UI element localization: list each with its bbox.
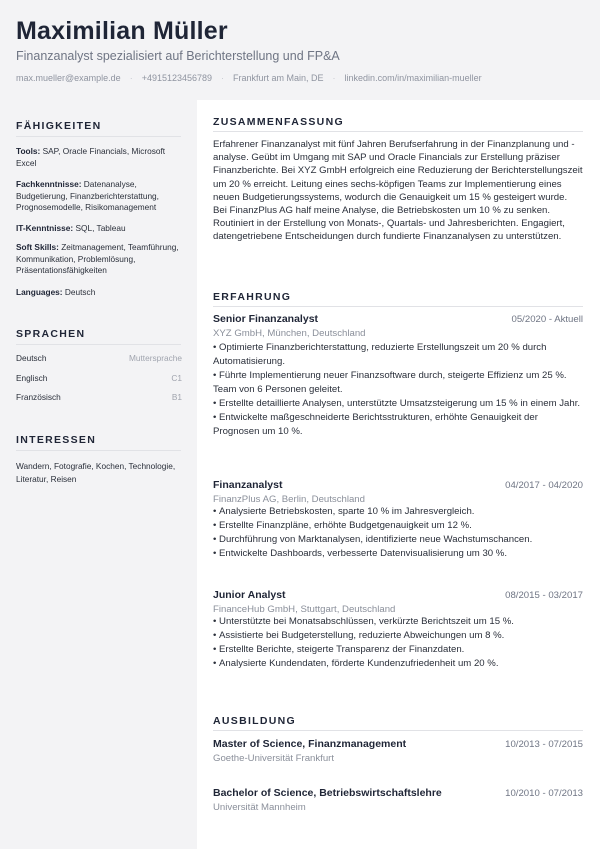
summary-text: Erfahrener Finanzanalyst mit fünf Jahren Berufserfahrung in der Finanzplanung und -analyse. Geübt im Umgang mit SAP und Oracle Financials zur Erstellung präziser Finanzberichte. Bei XYZ GmbH erfolgreich eine Reduzierung der Berichterstellungszeit um 20 % erreicht. Leitung eines sechs-köpfigen Teams zur Implementierung eines neuen Budgetierungssystems, wodurch die Genauigkeit um 15 % gesteigert wurde. Bei FinanzPlus AG half meine Analyse, die Betriebskosten um 10 % zu senken. Routiniert in der Erstellung von Monats-, Quartals- und Jahresberichten. Engagiert, datengetriebene Entscheidungen durch fundierte Finanzanalysen zu unterstützen.	[213, 139, 583, 243]
job-title: Junior Analyst	[213, 589, 286, 601]
language-level: C1	[171, 373, 182, 383]
section-divider	[213, 306, 583, 307]
education-heading: AUSBILDUNG	[213, 715, 296, 727]
job-title: Senior Finanzanalyst	[213, 313, 319, 325]
language-row	[16, 392, 182, 404]
school-name: Universität Mannheim	[213, 802, 306, 813]
language-name: Deutsch	[16, 353, 47, 363]
section-divider	[16, 136, 181, 137]
skill-label: Fachkenntnisse:	[16, 179, 82, 189]
skill-item	[16, 242, 184, 277]
list-item: • Erstellte Finanzpläne, erhöhte Budgetgenauigkeit um 12 %.	[213, 519, 585, 533]
school-name: Goethe-Universität Frankfurt	[213, 753, 335, 764]
resume-header	[0, 0, 600, 100]
contact-line	[16, 73, 482, 83]
contact-linkedin[interactable]: linkedin.com/in/maximilian-mueller	[344, 73, 482, 83]
summary-heading: ZUSAMMENFASSUNG	[213, 116, 344, 128]
degree-date: 10/2013 - 07/2015	[505, 739, 583, 750]
candidate-name: Maximilian Müller	[16, 17, 228, 45]
job-bullets	[213, 505, 585, 561]
skill-value: Zeitmanagement, Teamführung, Kommunikation, Problemlösung, Präsentationsfähigkeiten	[16, 242, 179, 275]
language-name: Französisch	[16, 392, 61, 402]
interests-text: Wandern, Fotografie, Kochen, Technologie, Literatur, Reisen	[16, 461, 176, 484]
language-row	[16, 353, 182, 365]
job-company: FinanceHub GmbH, Stuttgart, Deutschland	[213, 604, 396, 615]
section-divider	[16, 450, 181, 451]
contact-location: Frankfurt am Main, DE	[233, 73, 324, 83]
degree-title: Bachelor of Science, Betriebswirtschaftslehre	[213, 787, 442, 799]
job-title: Finanzanalyst	[213, 479, 283, 491]
job-company: XYZ GmbH, München, Deutschland	[213, 328, 366, 339]
list-item: • Assistierte bei Budgeterstellung, reduzierte Abweichungen um 8 %.	[213, 629, 585, 643]
separator-dot: ·	[129, 73, 133, 83]
list-item: • Führte Implementierung neuer Finanzsoftware durch, steigerte Effizienz um 25 %. Team von 6 Personen geleitet.	[213, 369, 585, 397]
list-item: • Erstellte detaillierte Analysen, unterstützte Umsatzsteigerung um 15 % in einem Jahr.	[213, 397, 585, 411]
list-item: • Erstellte Berichte, steigerte Transparenz der Finanzdaten.	[213, 643, 585, 657]
list-item: • Entwickelte maßgeschneiderte Berichtsstrukturen, erhöhte Genauigkeit der Prognosen um 10 %.	[213, 411, 585, 439]
list-item: • Optimierte Finanzberichterstattung, reduzierte Erstellungszeit um 20 % durch Automatisierung.	[213, 341, 585, 369]
degree-date: 10/2010 - 07/2013	[505, 788, 583, 799]
skill-item	[16, 146, 184, 169]
language-level: Muttersprache	[128, 353, 182, 363]
section-divider	[16, 344, 181, 345]
language-name: Englisch	[16, 373, 48, 383]
skill-value: SQL, Tableau	[75, 223, 126, 233]
job-date: 08/2015 - 03/2017	[505, 590, 583, 601]
skill-label: Tools:	[16, 146, 41, 156]
language-row	[16, 373, 182, 385]
skill-value: SAP, Oracle Financials, Microsoft Excel	[16, 146, 166, 168]
list-item: • Entwickelte Dashboards, verbesserte Datenvisualisierung um 30 %.	[213, 547, 585, 561]
job-bullets	[213, 341, 585, 439]
list-item: • Analysierte Kundendaten, förderte Kundenzufriedenheit um 20 %.	[213, 657, 585, 671]
job-date: 05/2020 - Aktuell	[511, 314, 583, 325]
job-date: 04/2017 - 04/2020	[505, 480, 583, 491]
separator-dot: ·	[332, 73, 336, 83]
job-bullets	[213, 615, 585, 671]
skill-value: Datenanalyse, Budgetierung, Finanzberichterstattung, Prognosemodelle, Risikomanagement	[16, 179, 159, 212]
list-item: • Durchführung von Marktanalysen, identifizierte neue Wachstumschancen.	[213, 533, 585, 547]
interests-heading: INTERESSEN	[16, 434, 97, 446]
separator-dot: ·	[221, 73, 225, 83]
skill-item	[16, 223, 184, 235]
skills-heading: FÄHIGKEITEN	[16, 120, 102, 132]
contact-email[interactable]: max.mueller@example.de	[16, 73, 121, 83]
contact-phone[interactable]: +4915123456789	[141, 73, 213, 83]
skill-label: Soft Skills:	[16, 242, 59, 252]
skill-value: Deutsch	[64, 287, 96, 297]
section-divider	[213, 730, 583, 731]
languages-heading: SPRACHEN	[16, 328, 86, 340]
degree-title: Master of Science, Finanzmanagement	[213, 738, 407, 750]
skill-label: IT-Kenntnisse:	[16, 223, 74, 233]
skill-item	[16, 179, 184, 214]
language-level: B1	[171, 392, 182, 402]
skill-item	[16, 287, 184, 299]
list-item: • Unterstützte bei Monatsabschlüssen, verkürzte Berichtszeit um 15 %.	[213, 615, 585, 629]
list-item: • Analysierte Betriebskosten, sparte 10 % im Jahresvergleich.	[213, 505, 585, 519]
skill-label: Languages:	[16, 287, 63, 297]
candidate-headline: Finanzanalyst spezialisiert auf Berichterstellung und FP&A	[16, 49, 340, 63]
experience-heading: ERFAHRUNG	[213, 291, 292, 303]
job-company: FinanzPlus AG, Berlin, Deutschland	[213, 494, 365, 505]
section-divider	[213, 131, 583, 132]
